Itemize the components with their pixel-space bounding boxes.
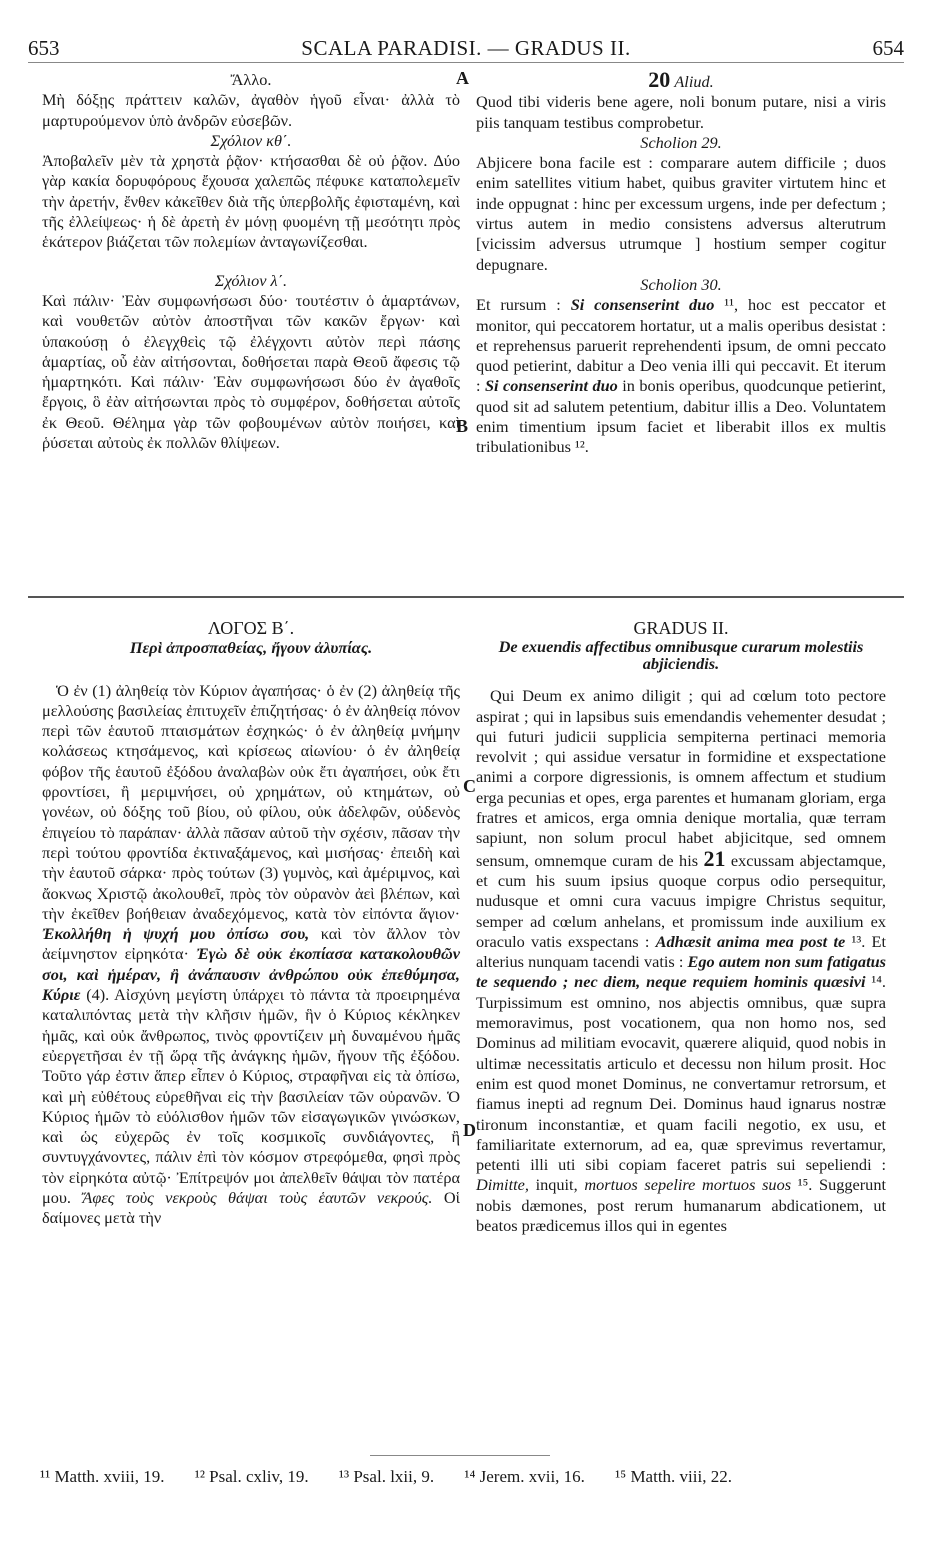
text-run: (4). Αἰσχύνη μεγίστη ὑπάρχει τὸ πάντα τὰ προειρημένα καταλιπόντας μετὰ τὴν κλῆσιν ἡμῶν, ἣν ὁ Κύριος κέκληκεν ἡμᾶς, καὶ οὐκ ἄνθρωπος, τινὸς φροντίζειν μὴ δυναμένου ἡμᾶς εὐεργετῆσαι ἐν τῇ ὥρᾳ τῆς ἀνάγκης ἡμῶν, ἤγουν τῆς ἐξόδου. Τοῦτο γάρ ἐστιν ἅπερ εἶπεν ὁ Κύριος, στραφῆναι εἰς τὰ ὀπίσω, καὶ μὴ εὐθέτους εὑρεθῆναι εἰς τὴν βασιλείαν τῶν οὐρανῶν. Ὁ Κύριος ἡμῶν τὸ εὐόλισθον ἡμῶν τῶν εἰσαγωγικῶν γινώσκων, καὶ ὡς εὐχερῶς ἐν τοῖς κοσμικοῖς συνδιάγοντες, ἢ συντυγχάνοντες, πάλιν ἐπὶ τὸν κόσμον στρεφόμεθα, φησὶ πρὸς τὸν εἰρηκότα αὐτῷ· Ἐπίτρεψόν μοι ἀπελθεῖν θάψαι τὸν πατέρα μου. bbox=[42, 985, 460, 1208]
text-run: Οἱ δαίμονες μετὰ τὴν bbox=[42, 1188, 460, 1228]
text-run: Ego autem non sum fatigatus te sequendo ; nec diem, neque requiem hominis quæsivi bbox=[476, 952, 886, 992]
latin-column-top bbox=[476, 67, 886, 458]
text-run: Et rursum : bbox=[476, 295, 571, 315]
footnote: ¹⁴ Jerem. xvii, 16. bbox=[464, 1467, 585, 1486]
page-number-right: 654 bbox=[872, 36, 904, 60]
chapter-subtitle: De exuendis affectibus omnibusque curarum molestiis abjiciendis. bbox=[498, 637, 864, 674]
margin-marker-a: A bbox=[456, 68, 469, 88]
section-divider bbox=[28, 596, 904, 598]
latin-column-bottom bbox=[476, 618, 886, 1236]
text-run: Si consenserint duo bbox=[484, 376, 618, 396]
paragraph: Μὴ δόξῃς πράττειν καλῶν, ἀγαθὸν ἡγοῦ εἶναι· ἀλλὰ τὸ μαρτυρούμενον ὑπὸ ἀνδρῶν εὐσεβῶν. bbox=[42, 90, 460, 130]
margin-marker-b: B bbox=[456, 416, 469, 436]
footnote: ¹³ Psal. lxii, 9. bbox=[338, 1467, 435, 1486]
margin-marker-d: D bbox=[463, 1120, 476, 1140]
paragraph: Καὶ πάλιν· Ἐὰν συμφωνήσωσι δύο· τουτέστιν ὁ ἁμαρτάνων, καὶ νουθετῶν αὐτὸν ἀποστῆναι τῶν κακῶν ἔργων· καὶ ὑπακούσῃ ὁ ἐλεγχθεὶς τῷ ἐλέγχοντι αὐτὸν περὶ πάσης ἁμαρτίας, οὗ ἐὰν αἰτήσονται, δοθήσεται παρὰ Θεοῦ ἄφεσις τῷ ἡμαρτηκότι. Καὶ πάλιν· Ἐὰν συμφωνήσωσι δύο ἐν ἀγαθοῖς ἔργοις, ὃ ἐὰν αἰτήσωνται πρὸς τὸ συμφέρον, δοθήσεται αὐτοῖς ἐκ Θεοῦ. Θέλημα γὰρ τῶν φοβουμένων αὐτὸν ποιήσει, καὶ ῥύσεται αὐτοὺς ἐκ πολλῶν θλίψεων. bbox=[42, 290, 460, 453]
footnote: ¹⁵ Matth. viii, 22. bbox=[615, 1467, 732, 1486]
text-run: ¹⁴. Turpissimum est omnino, nos abjectis omnibus, quæ supra memoravimus, post vocationem, qua non homo nos, sed Dominus ad militiam evocavit, quærere aliquid, quod nobis in ultimæ necessitatis articulo et decessu non hilum prosit. Hoc enim est quod monet Dominus, ne convertamur retrorsum, et fiamus inepti ad regnum Dei. Dominus haud ignarus nostræ tironum inconstantiæ, et quam facili negotio, ex usu, et familiaritate externorum, ad ea, quæ sprevimus revertamur, petenti illi uti sibi copiam faceret patris sui sepeliendi : bbox=[476, 972, 887, 1175]
column-number: 20 bbox=[648, 67, 671, 92]
text-run: ¹³. Et alterius nunquam tacendi vatis : bbox=[476, 931, 886, 972]
footnotes bbox=[40, 1467, 900, 1487]
text-run: Ἐγὼ δὲ οὐκ ἐκοπίασα κατακολουθῶν σοι, καὶ ἡμέραν, ἢ ἀνάπαυσιν ἀνθρώπου οὐκ ἐπεθύμησα, Κύριε bbox=[42, 944, 460, 1005]
section-heading: Aliud. bbox=[674, 72, 714, 91]
text-run: inquit, bbox=[528, 1175, 585, 1195]
chapter-subtitle: Περὶ ἀπροσπαθείας, ἤγουν ἀλυπίας. bbox=[129, 638, 373, 658]
text-run: Ἐκολλήθη ἡ ψυχή μου ὀπίσω σου, bbox=[42, 924, 310, 944]
paragraph bbox=[476, 686, 886, 1236]
paragraph bbox=[42, 681, 460, 1229]
text-run: Ὁ ἐν (1) ἀληθείᾳ τὸν Κύριον ἀγαπήσας· ὁ ἐν (2) ἀληθείᾳ τῆς μελλούσης βασιλείας ἐπιτυχεῖν ἐπιζητήσας· ὁ ἐν ἀληθείᾳ πόνον περὶ τῶν ἑαυτοῦ πταισμάτων ἐσχηκώς· ὁ ἐν ἀληθείᾳ μνήμην κολάσεως κτησάμενος, καὶ κρίσεως αἰωνίου· ὁ ἐν ἀληθείᾳ φόβον τῆς ἑαυτοῦ ἐξόδου ἀναλαβὼν οὐκ ἔτι ἀγαπήσει, οὐκ ἔτι φροντίσει, ἢ μεριμνήσει, οὐ χρημάτων, οὐ κτημάτων, οὐ γονέων, οὐ δόξης τοῦ βίου, οὐ φίλου, οὐκ ἀδελφῶν, οὐδενὸς ἐπιγείου τὸ παράπαν· ἀλλὰ πᾶσαν αὐτοῦ τὴν σχέσιν, πᾶσαν τὴν περὶ τούτου φροντίδα ἐκτιναξάμενος, καὶ μισήσας· ἐπειδὴ καὶ τὴν ἑαυτοῦ σάρκα· πρὸς τούτων (3) γυμνὸς, καὶ ἀμέριμνος, καὶ ἄοκνως Χριστῷ ἀκολουθεῖ, πρὸς τὸν οὐρανὸν ἀεὶ βλέπων, καὶ τὴν ἐκεῖθεν βοήθειαν ἀναδεχόμενος, κατὰ τὸν εἰπόντα ἅγιον· bbox=[42, 680, 460, 923]
paragraph: Quod tibi videris bene agere, noli bonum putare, nisi a viris piis tanquam testibus comprobetur. bbox=[476, 92, 886, 132]
text-run: καὶ τὸν ἄλλον τὸν ἀείμνηστον εἰρηκότα· bbox=[42, 924, 460, 964]
text-run: Si consenserint duo bbox=[570, 295, 715, 315]
chapter-title: ΛΟΓΟΣ Β΄. bbox=[207, 618, 295, 638]
paragraph: Abjicere bona facile est : comparare autem difficile ; duos enim satellites vitium habet, quibus graviter virtutem hinc et inde oppugnat : hinc per excessum urgens, inde per defectum ; virtus autem in medio consistens adversus alterutrum [vicissim adversus utrumque ] hostium semper cogitur depugnare. bbox=[476, 153, 886, 274]
text-run: in bonis operibus, quodcunque petierint, quod sit ad salutem petentium, dabitur illis a Deo. Voluntatem enim timentium ipsum faciet et liberabit illos ex multis tribulationibus ¹². bbox=[476, 376, 886, 457]
greek-column-bottom bbox=[42, 618, 460, 1229]
text-run: excussam abjectamque, et cum his suum ipsius quoque corpus odio persequitur, nudusque et omni cura vacuus impigre Christus sequitur, semper ad cœlum anhelans, et promissum inde auxilium ex oraculo vatis exspectans : bbox=[476, 850, 887, 951]
paragraph bbox=[476, 295, 886, 457]
section-heading: Σχόλιον κθ΄. bbox=[210, 130, 292, 150]
paragraph: Ἀποβαλεῖν μὲν τὰ χρηστὰ ῥᾷον· κτήσασθαι δὲ οὐ ῥᾷον. Δύο γὰρ κακία δορυφόρους ἔχουσα χαλεπῶς πέφυκε καταπολεμεῖν τὴν ἀρετήν, ἔνθεν κἀκεῖθεν διὰ τῆς ὑπερβολῆς ἐφισταμένη, καὶ τῆς ἐλλείψεως· ἡ δὲ ἀρετὴ ἐν μόνῃ φυομένη τῇ μεσότητι πρὸς ἑκάτερον βιάζεται τῶν πολεμίων ἀνταγωνίζεσθαι. bbox=[42, 151, 460, 252]
text-run: ¹⁵. Suggerunt nobis dæmones, post rerum humanarum abdicationem, ut beatos prædicemus illos qui in egentes bbox=[476, 1175, 886, 1236]
footnote-divider bbox=[370, 1455, 550, 1456]
text-run: Qui Deum ex animo diligit ; qui ad cœlum toto pectore aspirat ; qui in lapsibus suis emendandis vehementer desudat ; qui futuri judicii supplicia sempiterna pertinaci memoria revolvit ; qui assidue versatur in formidine et exspectatione animi a corpore digressionis, is omnem affectum et studium erga pecunias et opes, erga parentes et humanam gloriam, erga fratres et amicos, erga omnia denique mortalia, quæ terram sapiunt, non solum procul habet abjicitque, sed omnem sensum, omnemque curam de his bbox=[476, 686, 886, 870]
text-run: Adhæsit anima mea post te bbox=[655, 931, 846, 951]
section-heading: Ἄλλο. bbox=[230, 70, 272, 89]
running-header bbox=[28, 36, 904, 63]
greek-column-top bbox=[42, 70, 460, 453]
section-heading: Scholion 29. bbox=[640, 132, 722, 152]
text-run: ¹¹, hoc est peccator et monitor, qui peccatorem hortatur, ut a malis operibus desistat : et reprehensus paruerit reprehendenti ipsum, de omni peccato quod petierint, dabitur a Deo venia illi qui peccavit. Et iterum : bbox=[476, 295, 886, 396]
column-number: 21 bbox=[703, 845, 726, 871]
text-run: Ἄφες τοὺς νεκροὺς θάψαι τοὺς ἑαυτῶν νεκρούς. bbox=[82, 1188, 433, 1208]
text-run: mortuos sepelire mortuos suos bbox=[584, 1175, 792, 1195]
running-title: SCALA PARADISI. — GRADUS II. bbox=[301, 36, 631, 60]
section-heading: Σχόλιον λ΄. bbox=[214, 270, 288, 290]
page-number-left: 653 bbox=[28, 36, 60, 60]
footnote: ¹² Psal. cxliv, 19. bbox=[194, 1467, 309, 1486]
footnote: ¹¹ Matth. xviii, 19. bbox=[40, 1467, 165, 1486]
section-heading: Scholion 30. bbox=[640, 274, 722, 294]
text-run: Dimitte, bbox=[476, 1175, 529, 1195]
chapter-title: GRADUS II. bbox=[633, 618, 729, 638]
margin-marker-c: C bbox=[463, 776, 476, 796]
